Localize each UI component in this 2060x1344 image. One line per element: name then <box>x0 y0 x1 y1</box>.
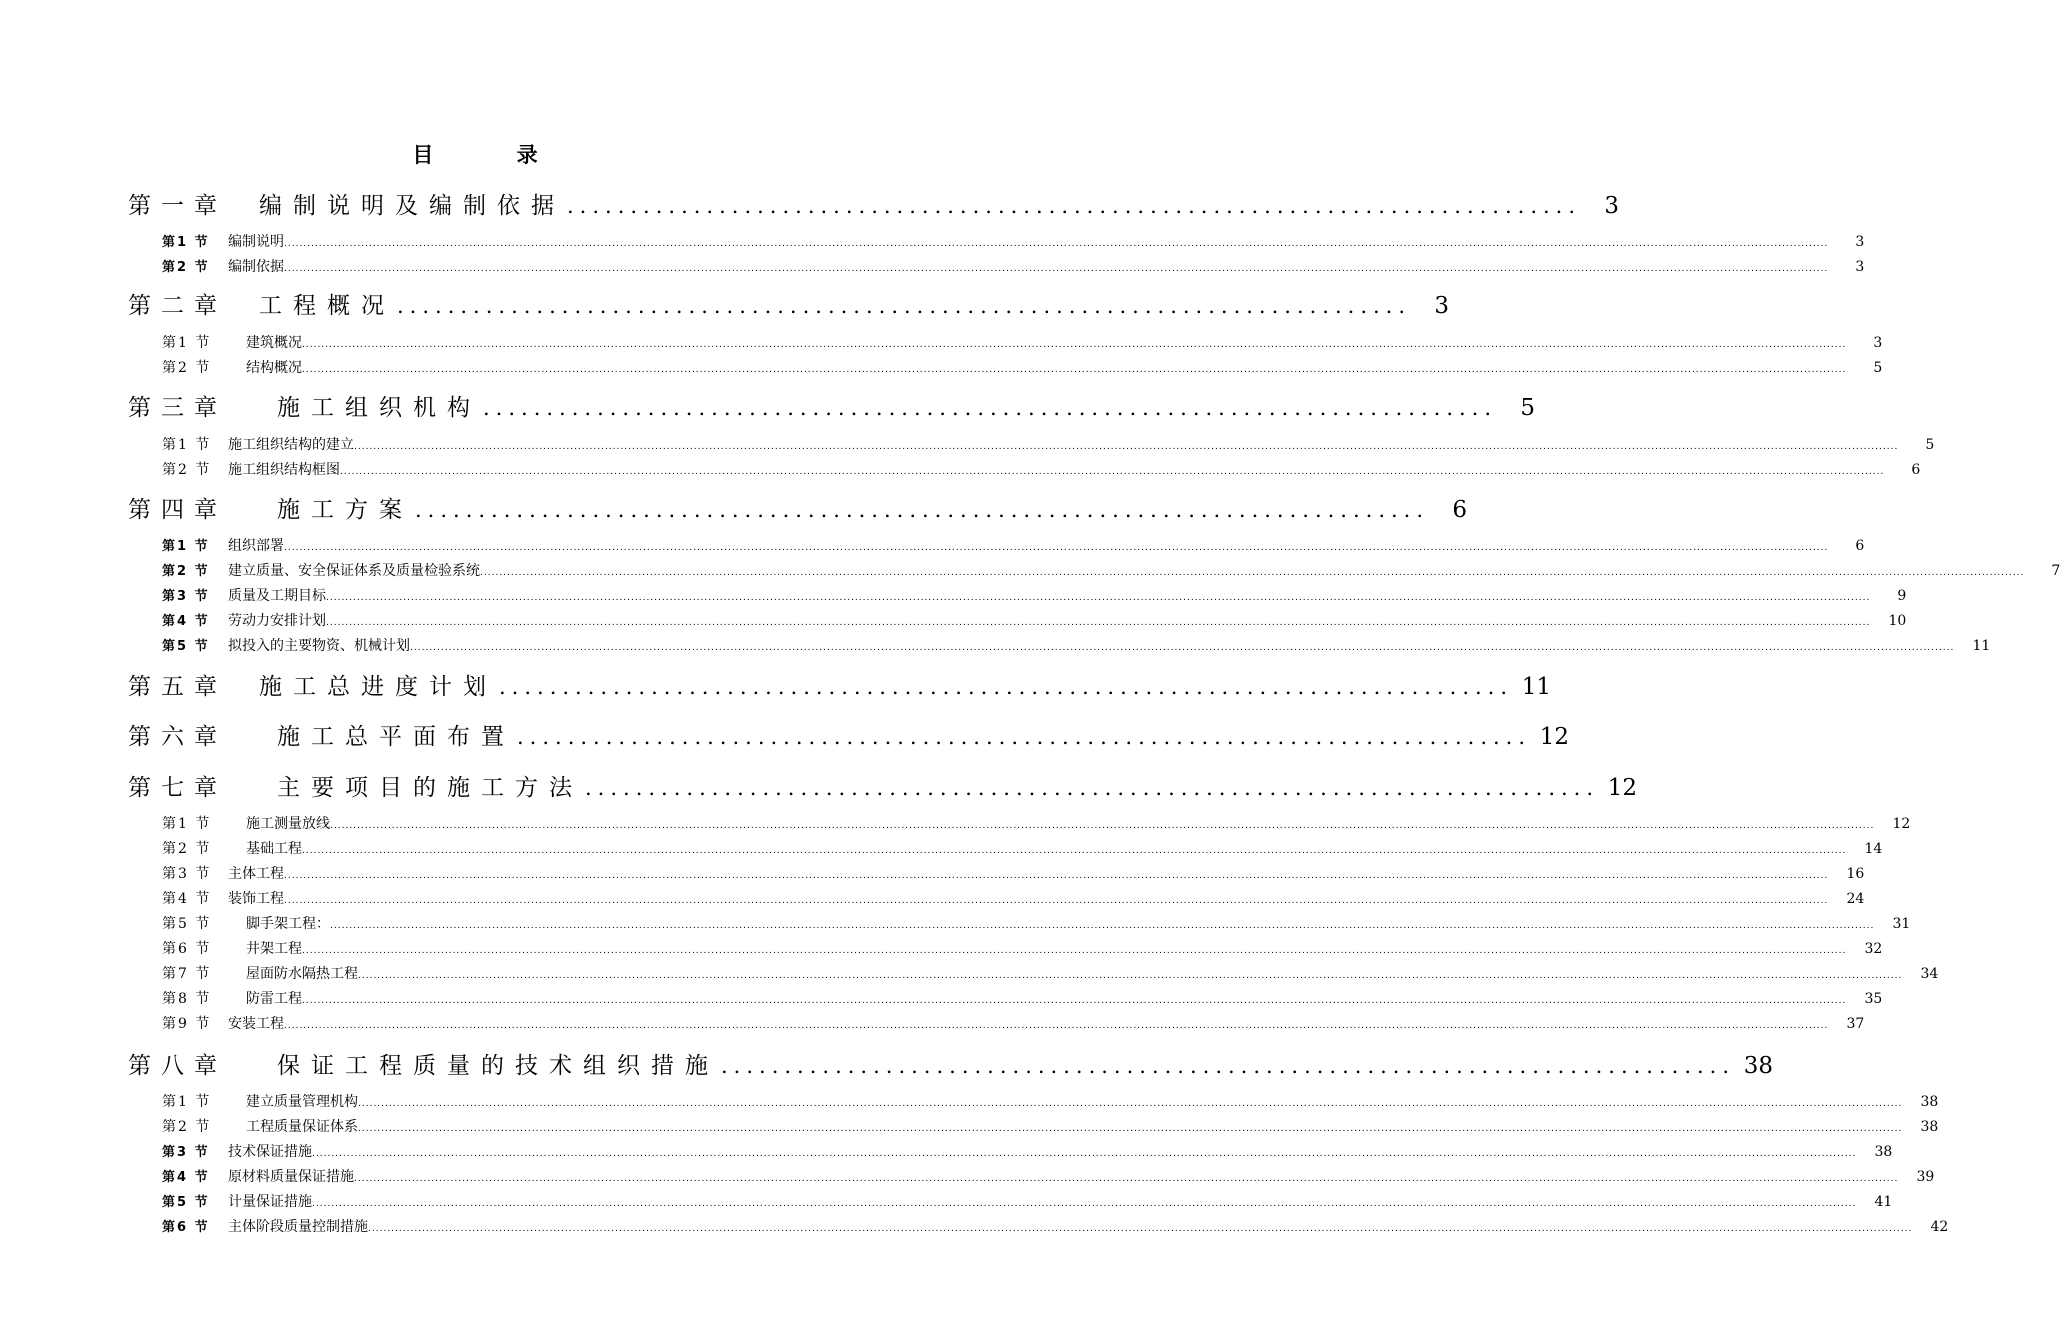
dot-leader: ................................................................................ <box>397 294 1412 318</box>
dot-leader: ................................................................................................................................................................................................................................................................................................................................................................................................................ <box>302 365 1847 375</box>
section-page-number: 38 <box>1874 1144 1893 1160</box>
chapter-page-number: 38 <box>1743 1053 1774 1079</box>
chapter-row[interactable] <box>128 190 1620 222</box>
section-label: 第5 节 <box>162 916 212 932</box>
section-row[interactable] <box>162 535 1865 557</box>
section-title: 原材料质量保证措施 <box>228 1169 354 1185</box>
section-page-number: 39 <box>1916 1169 1935 1185</box>
section-label: 第1 节 <box>162 235 210 250</box>
chapter-row[interactable] <box>128 721 1570 753</box>
section-label: 第1 节 <box>162 1094 212 1110</box>
section-label: 第2 节 <box>162 462 212 478</box>
dot-leader: ................................................................................................................................................................................................................................................................................................................................................................................................................ <box>312 1149 1857 1159</box>
section-label: 第1 节 <box>162 437 212 453</box>
section-label: 第5 节 <box>162 1195 210 1210</box>
chapter-label: 第二章 <box>128 293 227 319</box>
section-row[interactable] <box>162 332 1883 354</box>
dot-leader: ................................................................................ <box>483 396 1498 420</box>
section-title: 技术保证措施 <box>228 1144 312 1160</box>
section-label: 第2 节 <box>162 360 212 376</box>
section-page-number: 3 <box>1855 259 1865 275</box>
chapter-page-number: 6 <box>1452 497 1468 523</box>
section-page-number: 11 <box>1972 638 1991 654</box>
section-title: 工程质量保证体系 <box>246 1119 358 1135</box>
section-label: 第8 节 <box>162 991 212 1007</box>
dot-leader: ................................................................................................................................................................................................................................................................................................................................................................................................................ <box>284 871 1829 881</box>
section-row[interactable] <box>162 1191 1893 1213</box>
dot-leader: ................................................................................................................................................................................................................................................................................................................................................................................................................ <box>358 971 1903 981</box>
section-row[interactable] <box>162 988 1883 1010</box>
chapter-row[interactable] <box>128 1050 1774 1082</box>
chapter-title: 施工总平面布置 <box>277 724 515 750</box>
section-row[interactable] <box>162 635 1991 657</box>
section-label: 第1 节 <box>162 539 210 554</box>
dot-leader: ................................................................................................................................................................................................................................................................................................................................................................................................................ <box>312 1199 1857 1209</box>
dot-leader: ................................................................................ <box>415 498 1430 522</box>
section-label: 第3 节 <box>162 589 210 604</box>
section-label: 第4 节 <box>162 1170 210 1185</box>
chapter-label: 第三章 <box>128 395 227 421</box>
chapter-label: 第八章 <box>128 1053 227 1079</box>
dot-leader: ................................................................................................................................................................................................................................................................................................................................................................................................................ <box>284 264 1829 274</box>
section-label: 第5 节 <box>162 639 210 654</box>
page-title: 目 录 <box>412 143 576 167</box>
dot-leader: ................................................................................ <box>585 776 1600 800</box>
section-page-number: 24 <box>1846 891 1865 907</box>
section-title: 施工组织结构的建立 <box>228 437 354 453</box>
section-label: 第7 节 <box>162 966 212 982</box>
section-page-number: 6 <box>1855 538 1865 554</box>
chapter-label: 第五章 <box>128 674 227 700</box>
dot-leader: ................................................................................ <box>517 725 1532 749</box>
section-title: 主体阶段质量控制措施 <box>228 1219 368 1235</box>
dot-leader: ................................................................................................................................................................................................................................................................................................................................................................................................................ <box>302 846 1847 856</box>
section-page-number: 34 <box>1920 966 1939 982</box>
section-title: 拟投入的主要物资、机械计划 <box>228 638 410 654</box>
section-title: 建筑概况 <box>246 335 302 351</box>
section-row[interactable] <box>162 1166 1935 1188</box>
section-label: 第1 节 <box>162 335 212 351</box>
dot-leader: ................................................................................................................................................................................................................................................................................................................................................................................................................ <box>326 618 1871 628</box>
section-row[interactable] <box>162 863 1865 885</box>
chapter-page-number: 12 <box>1539 724 1570 750</box>
section-page-number: 14 <box>1864 841 1883 857</box>
dot-leader: ................................................................................................................................................................................................................................................................................................................................................................................................................ <box>284 1021 1829 1031</box>
section-row[interactable] <box>162 938 1883 960</box>
section-page-number: 10 <box>1888 613 1907 629</box>
section-label: 第1 节 <box>162 816 212 832</box>
section-page-number: 9 <box>1897 588 1907 604</box>
section-page-number: 3 <box>1873 335 1883 351</box>
section-title: 主体工程 <box>228 866 284 882</box>
section-label: 第2 节 <box>162 564 210 579</box>
dot-leader: ................................................................................................................................................................................................................................................................................................................................................................................................................ <box>480 568 2025 578</box>
section-title: 质量及工期目标 <box>228 588 326 604</box>
section-row[interactable] <box>162 1013 1865 1035</box>
section-title: 编制依据 <box>228 259 284 275</box>
section-page-number: 31 <box>1892 916 1911 932</box>
section-title: 屋面防水隔热工程 <box>246 966 358 982</box>
chapter-title: 编制说明及编制依据 <box>259 193 565 219</box>
section-page-number: 41 <box>1874 1194 1893 1210</box>
section-label: 第4 节 <box>162 891 212 907</box>
dot-leader: ................................................................................................................................................................................................................................................................................................................................................................................................................ <box>302 340 1847 350</box>
section-page-number: 38 <box>1920 1119 1939 1135</box>
chapter-row[interactable] <box>128 290 1450 322</box>
chapter-page-number: 12 <box>1607 775 1638 801</box>
dot-leader: ................................................................................................................................................................................................................................................................................................................................................................................................................ <box>410 643 1955 653</box>
chapter-page-number: 11 <box>1521 674 1552 700</box>
dot-leader: ................................................................................................................................................................................................................................................................................................................................................................................................................ <box>284 543 1829 553</box>
chapter-title: 保证工程质量的技术组织措施 <box>277 1053 719 1079</box>
section-row[interactable] <box>162 1091 1939 1113</box>
chapter-page-number: 3 <box>1604 193 1620 219</box>
section-label: 第3 节 <box>162 866 212 882</box>
section-title: 防雷工程 <box>246 991 302 1007</box>
section-label: 第2 节 <box>162 260 210 275</box>
section-label: 第6 节 <box>162 941 212 957</box>
section-page-number: 38 <box>1920 1094 1939 1110</box>
section-label: 第6 节 <box>162 1220 210 1235</box>
section-row[interactable] <box>162 560 2060 582</box>
chapter-page-number: 3 <box>1434 293 1450 319</box>
section-title: 编制说明 <box>228 234 284 250</box>
dot-leader: ................................................................................ <box>567 194 1582 218</box>
dot-leader: ................................................................................ <box>499 675 1514 699</box>
section-row[interactable] <box>162 256 1865 278</box>
dot-leader: ................................................................................................................................................................................................................................................................................................................................................................................................................ <box>354 442 1899 452</box>
section-page-number: 7 <box>2051 563 2060 579</box>
section-row[interactable] <box>162 1216 1949 1238</box>
section-row[interactable] <box>162 585 1907 607</box>
section-row[interactable] <box>162 231 1865 253</box>
section-label: 第2 节 <box>162 1119 212 1135</box>
section-page-number: 42 <box>1930 1219 1949 1235</box>
section-title: 井架工程 <box>246 941 302 957</box>
section-row[interactable] <box>162 459 1921 481</box>
section-row[interactable] <box>162 838 1883 860</box>
chapter-label: 第七章 <box>128 775 227 801</box>
section-title: 脚手架工程： <box>246 916 330 932</box>
section-title: 基础工程 <box>246 841 302 857</box>
section-row[interactable] <box>162 913 1911 935</box>
dot-leader: ................................................................................................................................................................................................................................................................................................................................................................................................................ <box>340 467 1885 477</box>
section-title: 劳动力安排计划 <box>228 613 326 629</box>
chapter-title: 施工总进度计划 <box>259 674 497 700</box>
dot-leader: ................................................................................................................................................................................................................................................................................................................................................................................................................ <box>330 821 1875 831</box>
section-title: 建立质量、安全保证体系及质量检验系统 <box>228 563 480 579</box>
dot-leader: ................................................................................................................................................................................................................................................................................................................................................................................................................ <box>354 1174 1899 1184</box>
chapter-row[interactable] <box>128 671 1552 703</box>
dot-leader: ................................................................................................................................................................................................................................................................................................................................................................................................................ <box>302 996 1847 1006</box>
section-label: 第9 节 <box>162 1016 212 1032</box>
section-title: 安装工程 <box>228 1016 284 1032</box>
chapter-row[interactable] <box>128 494 1468 526</box>
section-page-number: 16 <box>1846 866 1865 882</box>
dot-leader: ................................................................................................................................................................................................................................................................................................................................................................................................................ <box>284 896 1829 906</box>
section-page-number: 37 <box>1846 1016 1865 1032</box>
section-title: 施工组织结构框图 <box>228 462 340 478</box>
section-row[interactable] <box>162 610 1907 632</box>
section-page-number: 6 <box>1911 462 1921 478</box>
section-row[interactable] <box>162 1141 1893 1163</box>
chapter-title: 工程概况 <box>259 293 395 319</box>
section-row[interactable] <box>162 888 1865 910</box>
section-label: 第3 节 <box>162 1145 210 1160</box>
section-page-number: 3 <box>1855 234 1865 250</box>
dot-leader: ................................................................................ <box>721 1054 1736 1078</box>
chapter-label: 第四章 <box>128 497 227 523</box>
chapter-row[interactable] <box>128 772 1638 804</box>
section-title: 装饰工程 <box>228 891 284 907</box>
dot-leader: ................................................................................................................................................................................................................................................................................................................................................................................................................ <box>358 1124 1903 1134</box>
section-title: 组织部署 <box>228 538 284 554</box>
section-title: 计量保证措施 <box>228 1194 312 1210</box>
dot-leader: ................................................................................................................................................................................................................................................................................................................................................................................................................ <box>368 1224 1913 1234</box>
dot-leader: ................................................................................................................................................................................................................................................................................................................................................................................................................ <box>330 921 1875 931</box>
dot-leader: ................................................................................................................................................................................................................................................................................................................................................................................................................ <box>302 946 1847 956</box>
dot-leader: ................................................................................................................................................................................................................................................................................................................................................................................................................ <box>358 1099 1903 1109</box>
chapter-title: 主要项目的施工方法 <box>277 775 583 801</box>
section-title: 建立质量管理机构 <box>246 1094 358 1110</box>
dot-leader: ................................................................................................................................................................................................................................................................................................................................................................................................................ <box>284 239 1829 249</box>
section-row[interactable] <box>162 1116 1939 1138</box>
section-page-number: 32 <box>1864 941 1883 957</box>
section-page-number: 12 <box>1892 816 1911 832</box>
section-row[interactable] <box>162 357 1883 379</box>
section-page-number: 5 <box>1873 360 1883 376</box>
chapter-page-number: 5 <box>1520 395 1536 421</box>
chapter-title: 施工组织机构 <box>277 395 481 421</box>
section-title: 结构概况 <box>246 360 302 376</box>
section-row[interactable] <box>162 434 1935 456</box>
chapter-title: 施工方案 <box>277 497 413 523</box>
section-row[interactable] <box>162 813 1911 835</box>
chapter-label: 第一章 <box>128 193 227 219</box>
section-page-number: 5 <box>1925 437 1935 453</box>
section-row[interactable] <box>162 963 1939 985</box>
section-title: 施工测量放线 <box>246 816 330 832</box>
section-label: 第4 节 <box>162 614 210 629</box>
chapter-label: 第六章 <box>128 724 227 750</box>
dot-leader: ................................................................................................................................................................................................................................................................................................................................................................................................................ <box>326 593 1871 603</box>
chapter-row[interactable] <box>128 392 1536 424</box>
section-label: 第2 节 <box>162 841 212 857</box>
section-page-number: 35 <box>1864 991 1883 1007</box>
